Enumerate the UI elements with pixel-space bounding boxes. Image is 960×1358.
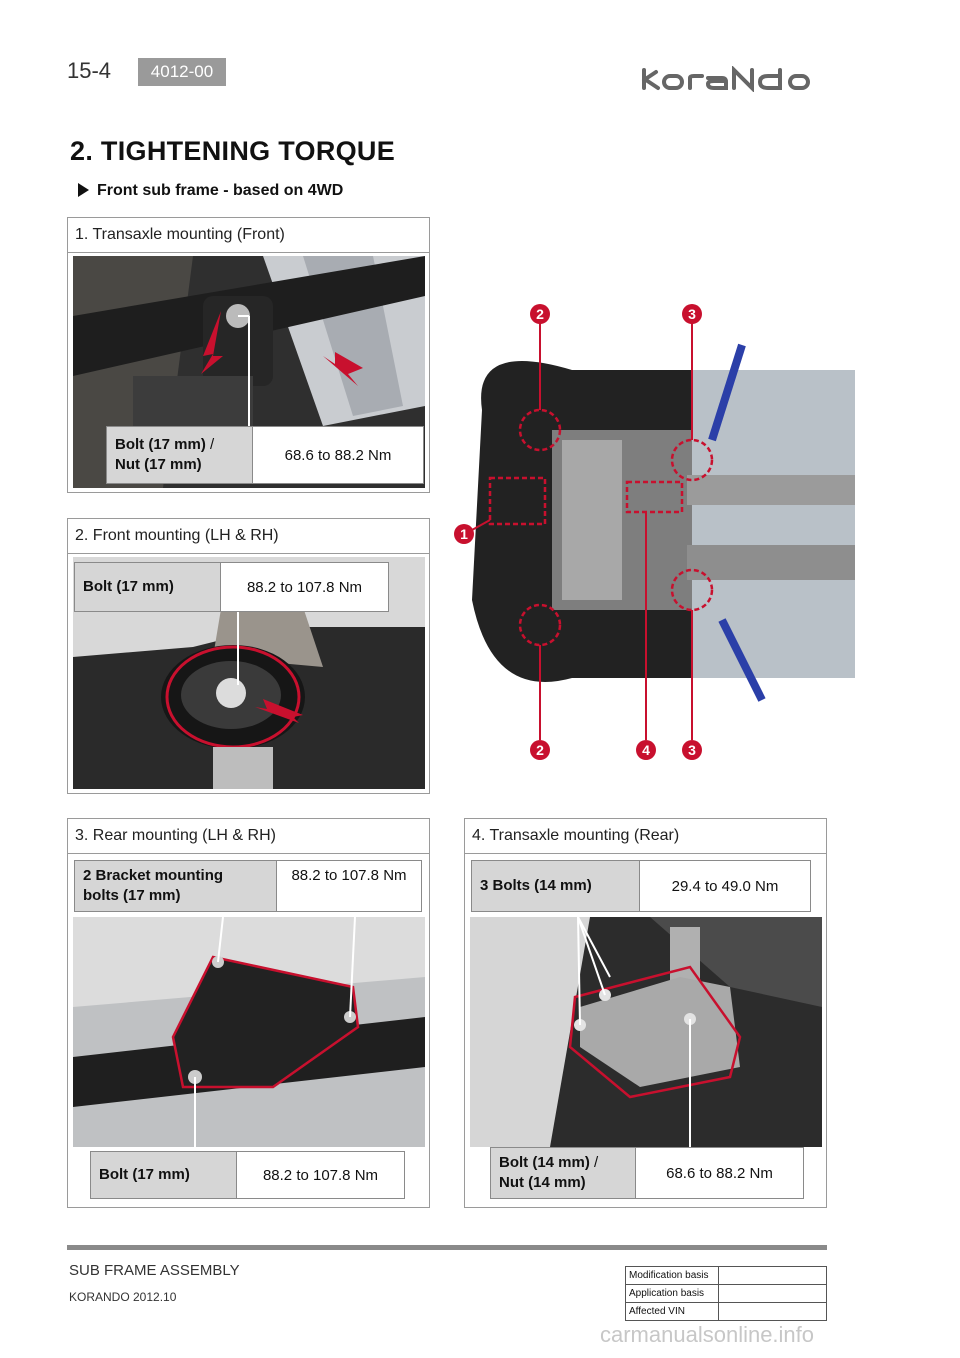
spec-label-2: Nut (17 mm) [115,456,202,473]
page-number: 15-4 [67,58,112,83]
triangle-bullet-icon [78,183,89,197]
panel-transaxle-front [67,217,430,493]
section-code-badge: 4012-00 [138,58,226,86]
revision-label: Modification basis [626,1267,719,1285]
spec-separator: / [589,1154,599,1171]
torque-row [490,1147,804,1199]
callout-marker-2-top [530,304,550,324]
spec-label: 2 Bracket mounting bolts (17 mm) [75,861,277,911]
underbody-overview-photo [452,300,855,768]
panel-transaxle-rear [464,818,827,1208]
svg-text:1: 1 [460,526,468,542]
revision-value [719,1285,827,1303]
callout-marker-3-bottom [682,740,702,760]
callout-marker-2-bottom [530,740,550,760]
torque-value: 88.2 to 107.8 Nm [291,867,407,884]
spec-label: 3 Bolts (14 mm) [472,861,640,911]
brand-logo [640,66,828,92]
svg-text:3: 3 [688,742,696,758]
svg-text:2: 2 [536,306,544,322]
torque-row [90,1151,405,1199]
panel-title: 1. Transaxle mounting (Front) [68,218,429,253]
subtitle-text: Front sub frame - based on 4WD [97,182,344,199]
callout-marker-3-top [682,304,702,324]
revision-table [625,1266,827,1321]
torque-value: 29.4 to 49.0 Nm [671,877,779,895]
spec-label: Bolt (17 mm) [75,563,221,611]
panel-title: 3. Rear mounting (LH & RH) [68,819,429,854]
panel-rear-mounting [67,818,430,1208]
torque-row [74,562,389,612]
svg-text:3: 3 [688,306,696,322]
panel-title: 2. Front mounting (LH & RH) [68,519,429,554]
callout-marker-1 [454,524,474,544]
torque-value: 68.6 to 88.2 Nm [666,1164,773,1182]
spec-label-2: Nut (14 mm) [499,1174,586,1191]
revision-row [626,1267,827,1285]
spec-cell [491,1148,636,1198]
torque-value: 88.2 to 107.8 Nm [246,578,363,596]
spec-separator: / [205,436,215,453]
footer-section-title: SUB FRAME ASSEMBLY [69,1262,240,1279]
revision-value [719,1303,827,1321]
revision-value [719,1267,827,1285]
footer-divider [67,1245,827,1250]
footer-model: KORANDO 2012.10 [69,1290,177,1304]
torque-value: 68.6 to 88.2 Nm [284,446,392,464]
rear-mounting-photo [73,917,425,1147]
watermark: carmanualsonline.info [600,1322,815,1347]
section-subtitle [78,182,343,200]
torque-row [471,860,811,912]
spec-cell [107,427,253,483]
spec-label: Bolt (14 mm) [499,1154,590,1171]
revision-row [626,1303,827,1321]
panel-title: 4. Transaxle mounting (Rear) [465,819,826,854]
revision-row [626,1285,827,1303]
spec-label: Bolt (17 mm) [91,1152,237,1198]
svg-text:4: 4 [642,742,650,758]
torque-row [74,860,422,912]
spec-label: Bolt (17 mm) [115,436,206,453]
torque-value: 88.2 to 107.8 Nm [262,1166,379,1184]
torque-row [106,426,424,484]
callout-marker-4 [636,740,656,760]
transaxle-rear-photo [470,917,822,1147]
svg-text:2: 2 [536,742,544,758]
revision-label: Application basis [626,1285,719,1303]
page-title: 2. TIGHTENING TORQUE [70,136,396,166]
revision-label: Affected VIN [626,1303,719,1321]
panel-front-mounting [67,518,430,794]
